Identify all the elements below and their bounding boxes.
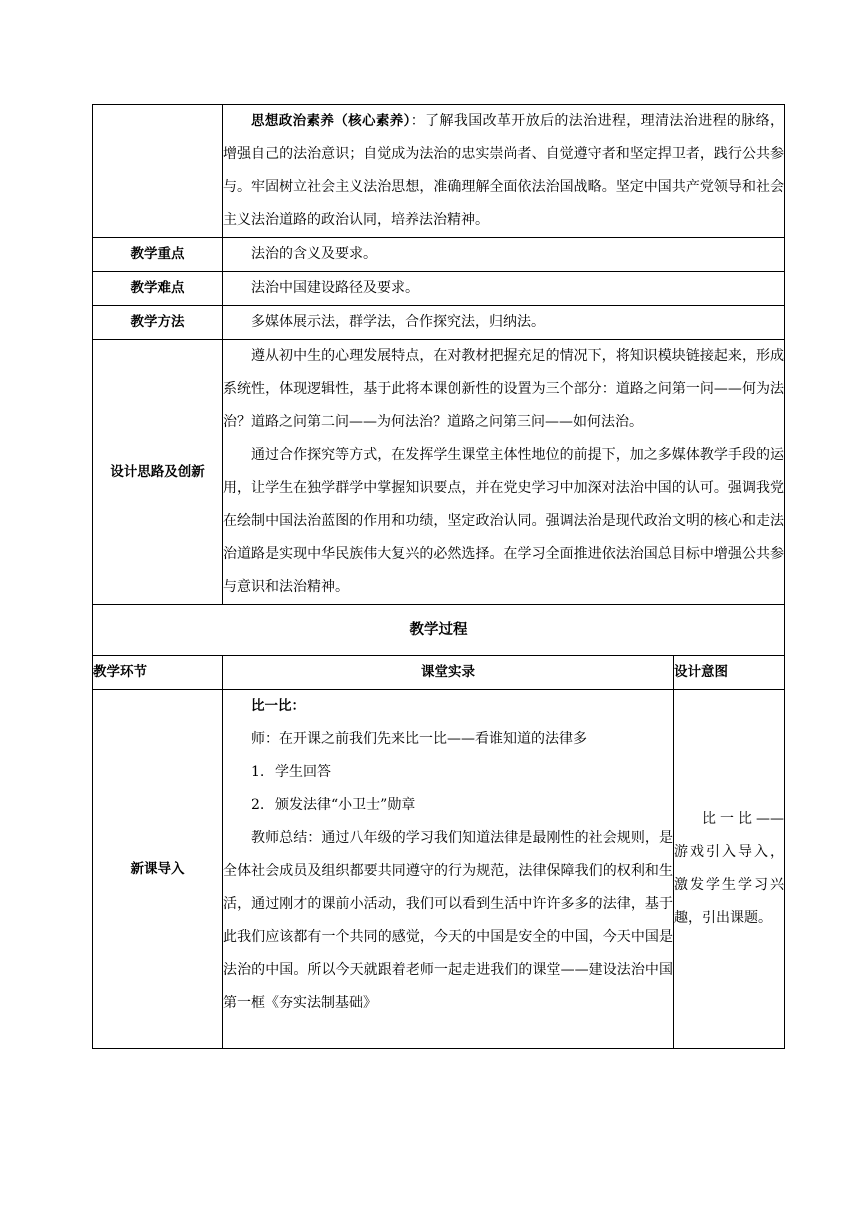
literacy-content-cell [223, 105, 785, 238]
list-item: 2. 颁发法律“小卫士”勋章 [251, 797, 416, 813]
literacy-row [93, 105, 785, 238]
design-paragraph-1: 遵从初中生的心理发展特点，在对教材把握充足的情况下，将知识模块链接起来，形成系统性，体现逻辑性，基于此将本课创新性的设置为三个部分：道路之问第一问——何为法治？道路之问第二问——为何法治？道路之问第三问——如何法治。 [223, 348, 784, 430]
process-title-row [93, 605, 785, 656]
literacy-text: ：了解我国改革开放后的法治进程，理清法治进程的脉络，增强自己的法治意识；自觉成为法治的忠实崇尚者、自觉遵守者和坚定捍卫者，践行公共参与。牢固树立社会主义法治思想，准确理解全面依法治国战略。坚定中国共产党领导和社会主义法治道路的政治认同，培养法治精神。 [223, 113, 785, 228]
method-text: 多媒体展示法，群学法，合作探究法，归纳法。 [251, 314, 545, 330]
header-intent: 设计意图 [674, 656, 785, 690]
lesson-plan-table [92, 104, 785, 1049]
method-row [93, 306, 785, 340]
intro-summary: 教师总结：通过八年级的学习我们知道法律是最刚性的社会规则，是全体社会成员及组织都要共同遵守的行为规范，法律保障我们的权利和生活，通过刚才的课前小活动，我们可以看到生活中许许多多的法律，基于此我们应该都有一个共同的感觉，今天的中国是安全的中国，今天中国是法治的中国。所以今天就跟着老师一起走进我们的课堂——建设法治中国第一框《夯实法制基础》 [223, 830, 673, 1011]
difficulty-label: 教学难点 [93, 272, 223, 306]
intro-record-cell [223, 690, 674, 1049]
process-title: 教学过程 [93, 605, 785, 656]
design-paragraph-2: 通过合作探究等方式，在发挥学生课堂主体性地位的前提下，加之多媒体教学手段的运用，让学生在独学群学中掌握知识要点，并在党史学习中加深对法治中国的认可。强调我党在绘制中国法治蓝图的作用和功绩，坚定政治认同。强调法治是现代政治文明的核心和走法治道路是实现中华民族伟大复兴的必然选择。在学习全面推进依法治国总目标中增强公共参与意识和法治精神。 [223, 447, 784, 595]
key-point-row [93, 238, 785, 272]
key-point-text: 法治的含义及要求。 [251, 246, 377, 262]
design-row [93, 340, 785, 605]
key-point-label: 教学重点 [93, 238, 223, 272]
literacy-label-cell [93, 105, 223, 238]
intro-intent-text: 比一比——游戏引入导入，激发学生学习兴趣，引出课题。 [674, 811, 784, 926]
header-stage: 教学环节 [93, 656, 223, 690]
header-record: 课堂实录 [223, 656, 674, 690]
literacy-label: 思想政治素养（核心素养） [251, 113, 411, 129]
intro-stage: 新课导入 [93, 690, 223, 1049]
intro-teacher-line: 师：在开课之前我们先来比一比——看谁知道的法律多 [251, 731, 587, 747]
process-header-row [93, 656, 785, 690]
intro-heading: 比一比： [251, 698, 305, 714]
intro-row [93, 690, 785, 1049]
method-label: 教学方法 [93, 306, 223, 340]
intro-intent-cell [674, 690, 785, 1049]
difficulty-text: 法治中国建设路径及要求。 [251, 280, 419, 296]
difficulty-row [93, 272, 785, 306]
list-item: 1. 学生回答 [251, 764, 331, 780]
design-label: 设计思路及创新 [93, 340, 223, 605]
